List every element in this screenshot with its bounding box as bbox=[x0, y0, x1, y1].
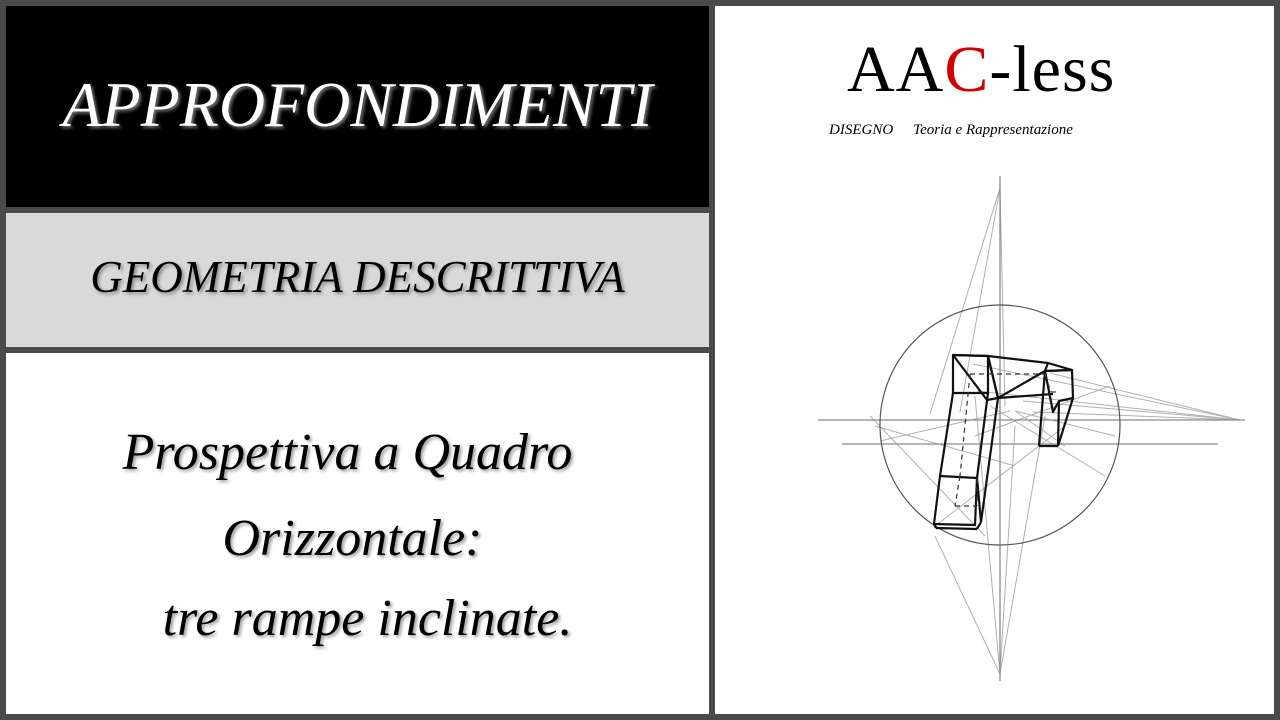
category-title: GEOMETRIA DESCRITTIVA bbox=[90, 252, 625, 302]
title-panel bbox=[6, 353, 709, 714]
subtitle-left: DISEGNO bbox=[829, 122, 894, 138]
perspective-drawing bbox=[715, 6, 1274, 714]
category-panel bbox=[6, 213, 709, 347]
section-header: APPROFONDIMENTI bbox=[62, 69, 653, 140]
title-line-3: tre rampe inclinate. bbox=[162, 590, 573, 647]
logo-drawing-panel bbox=[715, 6, 1274, 714]
header-panel bbox=[6, 6, 709, 207]
subtitle-right: Teoria e Rappresentazione bbox=[913, 122, 1073, 138]
construction-lines bbox=[870, 188, 1240, 674]
title-line-2: Orizzontale: bbox=[222, 510, 483, 567]
title-line-1: Prospettiva a Quadro bbox=[122, 424, 573, 481]
logo-part-1: AA bbox=[847, 33, 945, 106]
logo-accent-letter: C bbox=[944, 33, 990, 106]
logo-part-3: -less bbox=[989, 33, 1116, 106]
